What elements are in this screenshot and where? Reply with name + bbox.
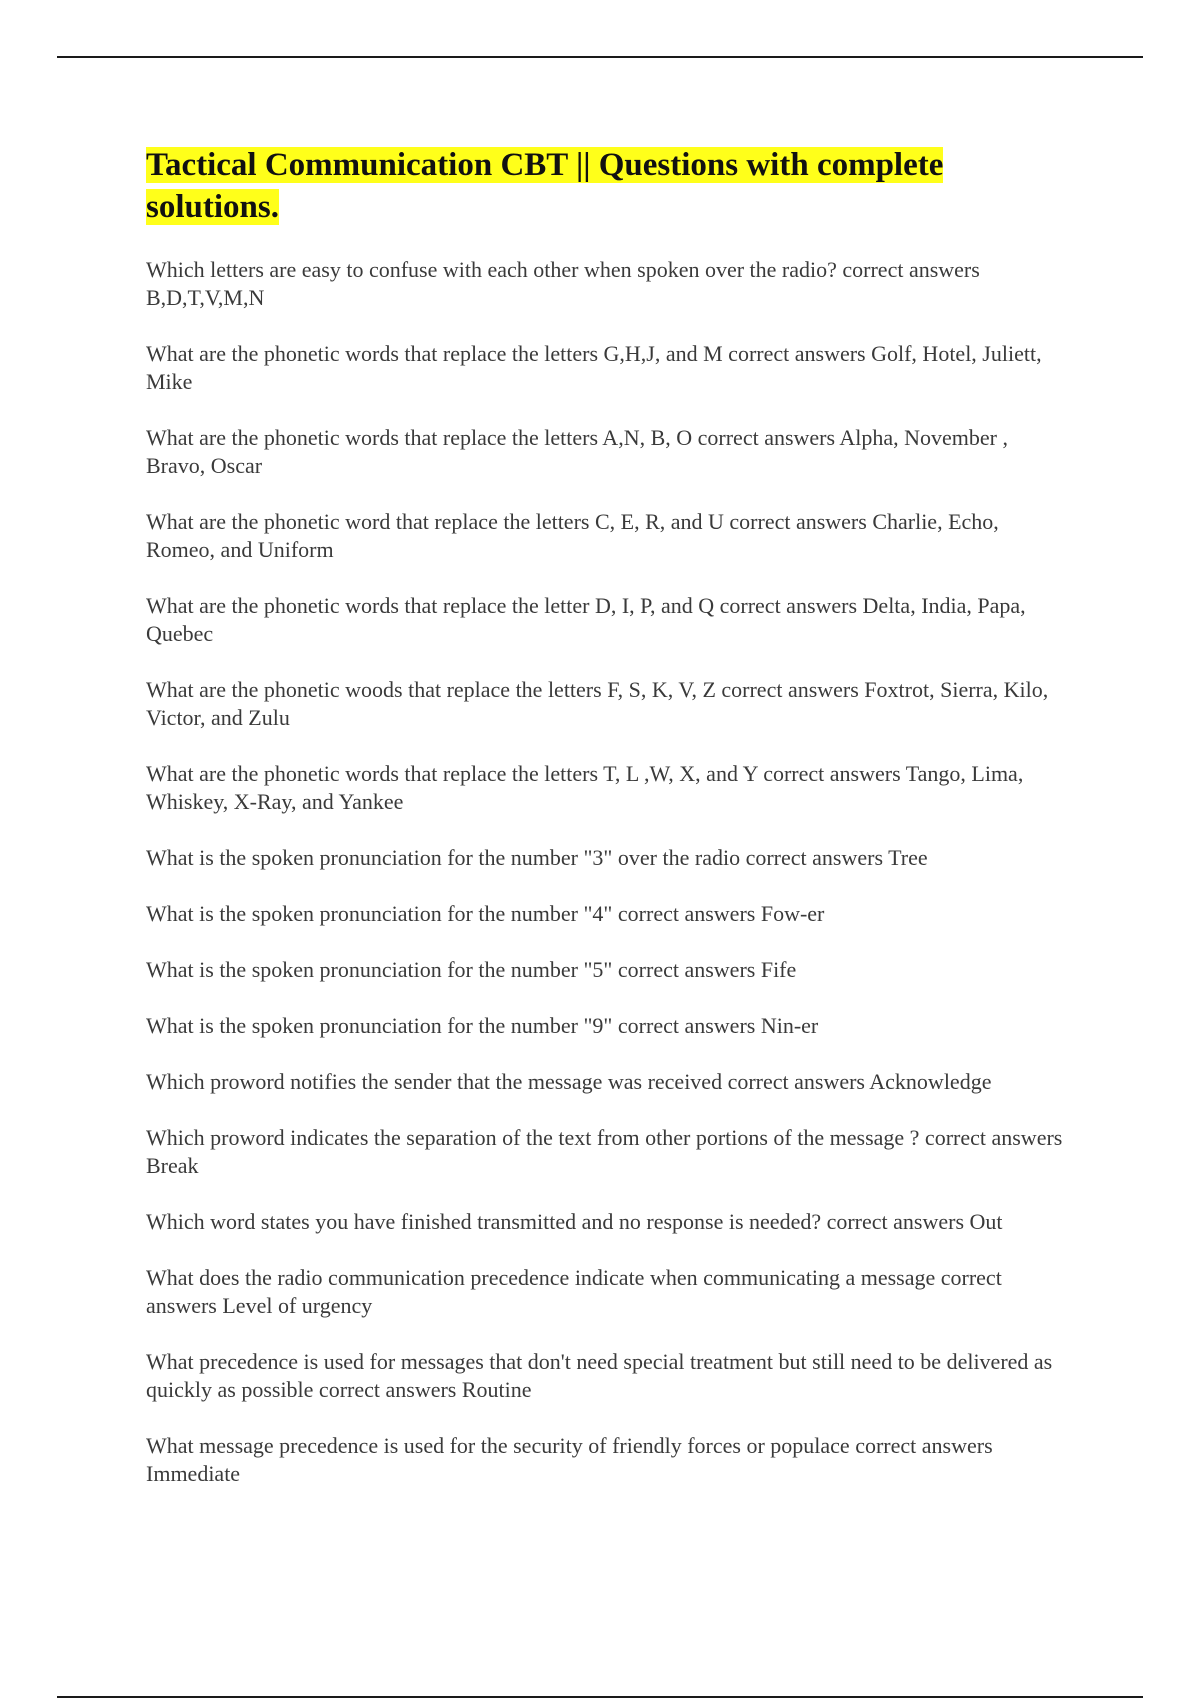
- qa-item: Which word states you have finished transmitted and no response is needed? correct answers Out: [146, 1209, 1003, 1234]
- qa-item: Which proword indicates the separation of the text from other portions of the message ? correct answers Break: [146, 1125, 1063, 1178]
- qa-item: Which proword notifies the sender that the message was received correct answers Acknowledge: [146, 1069, 992, 1094]
- qa-item: What are the phonetic words that replace the letters T, L ,W, X, and Y correct answers Tango, Lima, Whiskey, X-Ray, and Yankee: [146, 761, 1024, 814]
- qa-list: [146, 256, 1066, 1488]
- qa-item: What message precedence is used for the security of friendly forces or populace correct answers Immediate: [146, 1433, 993, 1486]
- bottom-rule: [57, 1696, 1143, 1698]
- qa-item: What does the radio communication precedence indicate when communicating a message correct answers Level of urgency: [146, 1265, 1002, 1318]
- qa-item: What are the phonetic word that replace the letters C, E, R, and U correct answers Charlie, Echo, Romeo, and Uniform: [146, 509, 999, 562]
- qa-item: What are the phonetic words that replace the letters G,H,J, and M correct answers Golf, Hotel, Juliett, Mike: [146, 341, 1042, 394]
- title-highlight: Tactical Communication CBT || Questions with complete solutions.: [146, 147, 944, 225]
- qa-item: What are the phonetic words that replace the letter D, I, P, and Q correct answers Delta, India, Papa, Quebec: [146, 593, 1026, 646]
- document-title: [146, 144, 1066, 228]
- qa-item: What is the spoken pronunciation for the number "5" correct answers Fife: [146, 957, 797, 982]
- qa-item: What is the spoken pronunciation for the number "3" over the radio correct answers Tree: [146, 845, 928, 870]
- qa-item: Which letters are easy to confuse with each other when spoken over the radio? correct answers B,D,T,V,M,N: [146, 257, 980, 310]
- document-body: [146, 144, 1066, 1516]
- qa-item: What are the phonetic words that replace the letters A,N, B, O correct answers Alpha, November , Bravo, Oscar: [146, 425, 1008, 478]
- top-rule: [57, 56, 1143, 58]
- qa-item: What is the spoken pronunciation for the number "4" correct answers Fow-er: [146, 901, 825, 926]
- qa-item: What precedence is used for messages that don't need special treatment but still need to be delivered as quickly as possible correct answers Routine: [146, 1349, 1053, 1402]
- qa-item: What are the phonetic woods that replace the letters F, S, K, V, Z correct answers Foxtrot, Sierra, Kilo, Victor, and Zulu: [146, 677, 1049, 730]
- qa-item: What is the spoken pronunciation for the number "9" correct answers Nin-er: [146, 1013, 819, 1038]
